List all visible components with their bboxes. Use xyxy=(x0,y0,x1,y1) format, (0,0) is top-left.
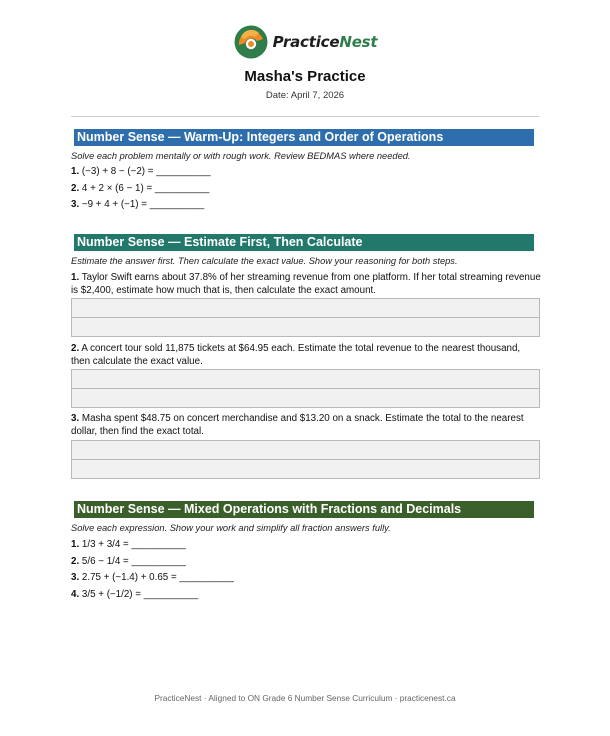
section-heading-mixed-operations: Number Sense — Mixed Operations with Fractions and Decimals xyxy=(74,501,534,518)
brand-logo xyxy=(0,24,610,60)
section-instructions: Estimate the answer first. Then calculate the exact value. Show your reasoning for both steps. xyxy=(71,256,458,266)
brand-name: PracticeNest xyxy=(272,33,378,51)
problem-item: 3. 2.75 + (−1.4) + 0.65 = __________ xyxy=(71,572,234,583)
page-title: Masha's Practice xyxy=(244,68,366,85)
header-divider xyxy=(71,116,539,117)
problem-item: 3. Masha spent $48.75 on concert merchandise and $13.20 on a snack. Estimate the total to the nearest dollar, then find the exact total. xyxy=(71,413,524,437)
problem-item: 2. A concert tour sold 11,875 tickets at $64.95 each. Estimate the total revenue to the nearest thousand, then calculate the exact value. xyxy=(71,343,521,367)
answer-divider xyxy=(72,459,539,460)
problem-item: 1. (−3) + 8 − (−2) = __________ xyxy=(71,166,211,177)
worksheet-date: Date: April 7, 2026 xyxy=(265,90,345,101)
section-instructions: Solve each expression. Show your work and simplify all fraction answers fully. xyxy=(71,523,391,533)
section-instructions: Solve each problem mentally or with rough work. Review BEDMAS where needed. xyxy=(71,151,411,161)
nest-logo-icon xyxy=(233,24,269,60)
answer-box[interactable] xyxy=(71,440,540,479)
problem-item: 3. −9 + 4 + (−1) = __________ xyxy=(71,199,205,210)
problem-item: 2. 4 + 2 × (6 − 1) = __________ xyxy=(71,183,210,194)
problem-item: 1. 1/3 + 3/4 = __________ xyxy=(71,539,186,550)
section-heading-warm-up: Number Sense — Warm-Up: Integers and Order of Operations xyxy=(74,129,534,146)
problem-item: 2. 5/6 − 1/4 = __________ xyxy=(71,556,186,567)
problem-item: 1. Taylor Swift earns about 37.8% of her streaming revenue from one platform. If her total streaming revenue is $2,400, estimate how much that is, then calculate the exact amount. xyxy=(71,272,541,296)
answer-box[interactable] xyxy=(71,369,540,408)
answer-divider xyxy=(72,388,539,389)
problem-item: 4. 3/5 + (−1/2) = __________ xyxy=(71,589,199,600)
answer-divider xyxy=(72,317,539,318)
answer-box[interactable] xyxy=(71,298,540,337)
page-footer: PracticeNest · Aligned to ON Grade 6 Number Sense Curriculum · practicenest.ca xyxy=(154,693,456,703)
section-heading-estimate: Number Sense — Estimate First, Then Calculate xyxy=(74,234,534,251)
